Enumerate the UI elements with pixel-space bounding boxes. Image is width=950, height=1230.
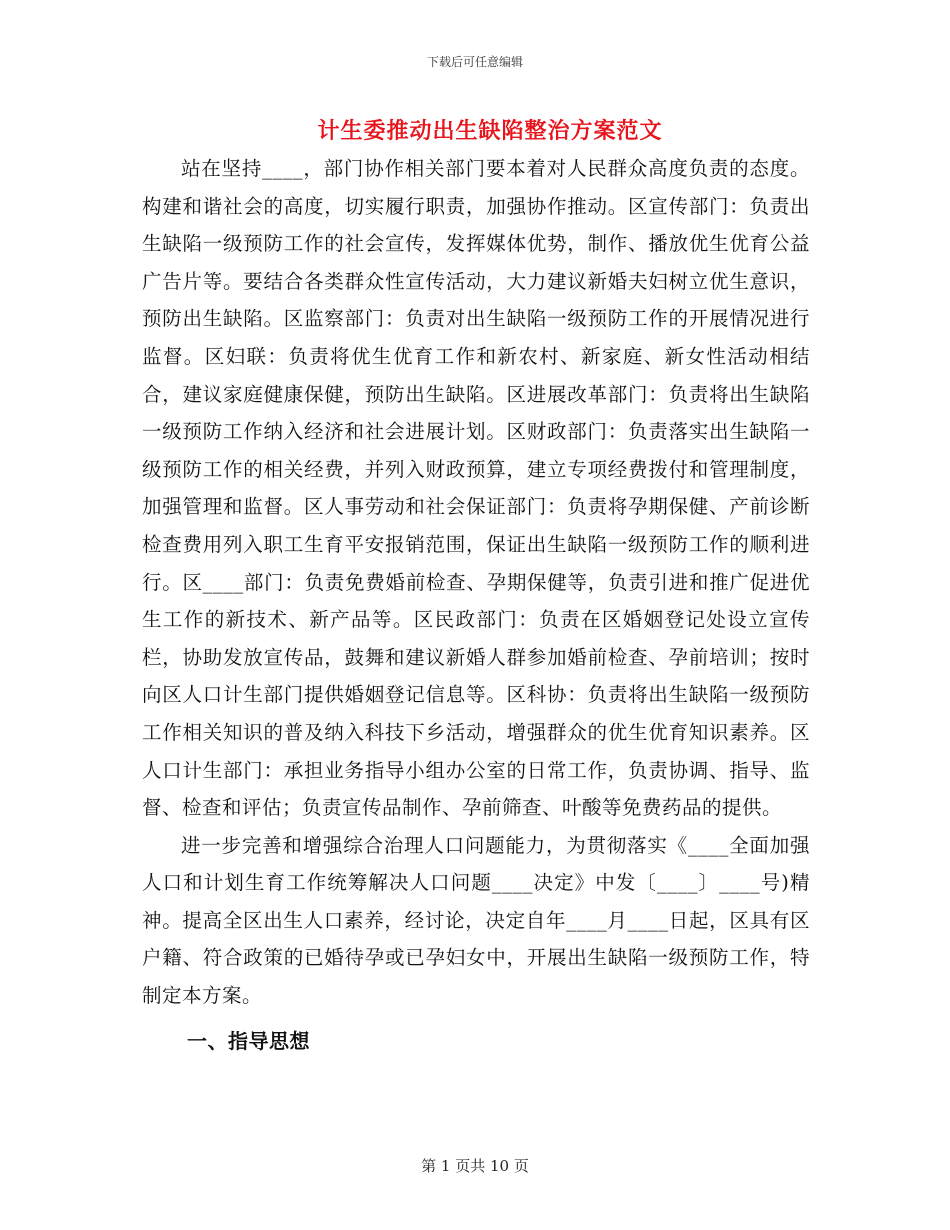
document-title: 计生委推动出生缺陷整治方案范文 <box>317 118 663 144</box>
section-heading-guiding-ideology: 一、指导思想 <box>187 1028 310 1053</box>
page-footer-number: 第 1 页共 10 页 <box>421 1157 529 1175</box>
page-header-note: 下载后可任意编辑 <box>426 55 523 69</box>
body-paragraph-2: 进一步完善和增强综合治理人口问题能力，为贯彻落实《____全面加强人口和计划生育工作统筹解决人口问题____决定》中发〔____〕____号)精神。提高全区出生人口素养，经讨论，决定自年____月____日起，区具有区户籍、符合政策的已婚待孕或已孕妇女中，开展出生缺陷一级预防工作，特制定本方案。 <box>142 833 810 1008</box>
body-paragraph-1: 站在坚持____，部门协作相关部门要本着对人民群众高度负责的态度。构建和谐社会的高度，切实履行职责，加强协作推动。区宣传部门：负责出生缺陷一级预防工作的社会宣传，发挥媒体优势，制作、播放优生优育公益广告片等。要结合各类群众性宣传活动，大力建议新婚夫妇树立优生意识，预防出生缺陷。区监察部门：负责对出生缺陷一级预防工作的开展情况进行监督。区妇联：负责将优生优育工作和新农村、新家庭、新女性活动相结合，建议家庭健康保健，预防出生缺陷。区进展改革部门：负责将出生缺陷一级预防工作纳入经济和社会进展计划。区财政部门：负责落实出生缺陷一级预防工作的相关经费，并列入财政预算，建立专项经费拨付和管理制度，加强管理和监督。区人事劳动和社会保证部门：负责将孕期保健、产前诊断检查费用列入职工生育平安报销范围，保证出生缺陷一级预防工作的顺利进行。区____部门：负责免费婚前检查、孕期保健等，负责引进和推广促进优生工作的新技术、新产品等。区民政部门：负责在区婚姻登记处设立宣传栏，协助发放宣传品，鼓舞和建议新婚人群参加婚前检查、孕前培训；按时向区人口计生部门提供婚姻登记信息等。区科协：负责将出生缺陷一级预防工作相关知识的普及纳入科技下乡活动，增强群众的优生优育知识素养。区人口计生部门：承担业务指导小组办公室的日常工作，负责协调、指导、监督、检查和评估；负责宣传品制作、孕前筛查、叶酸等免费药品的提供。 <box>142 157 810 820</box>
document-body <box>142 150 810 1060</box>
